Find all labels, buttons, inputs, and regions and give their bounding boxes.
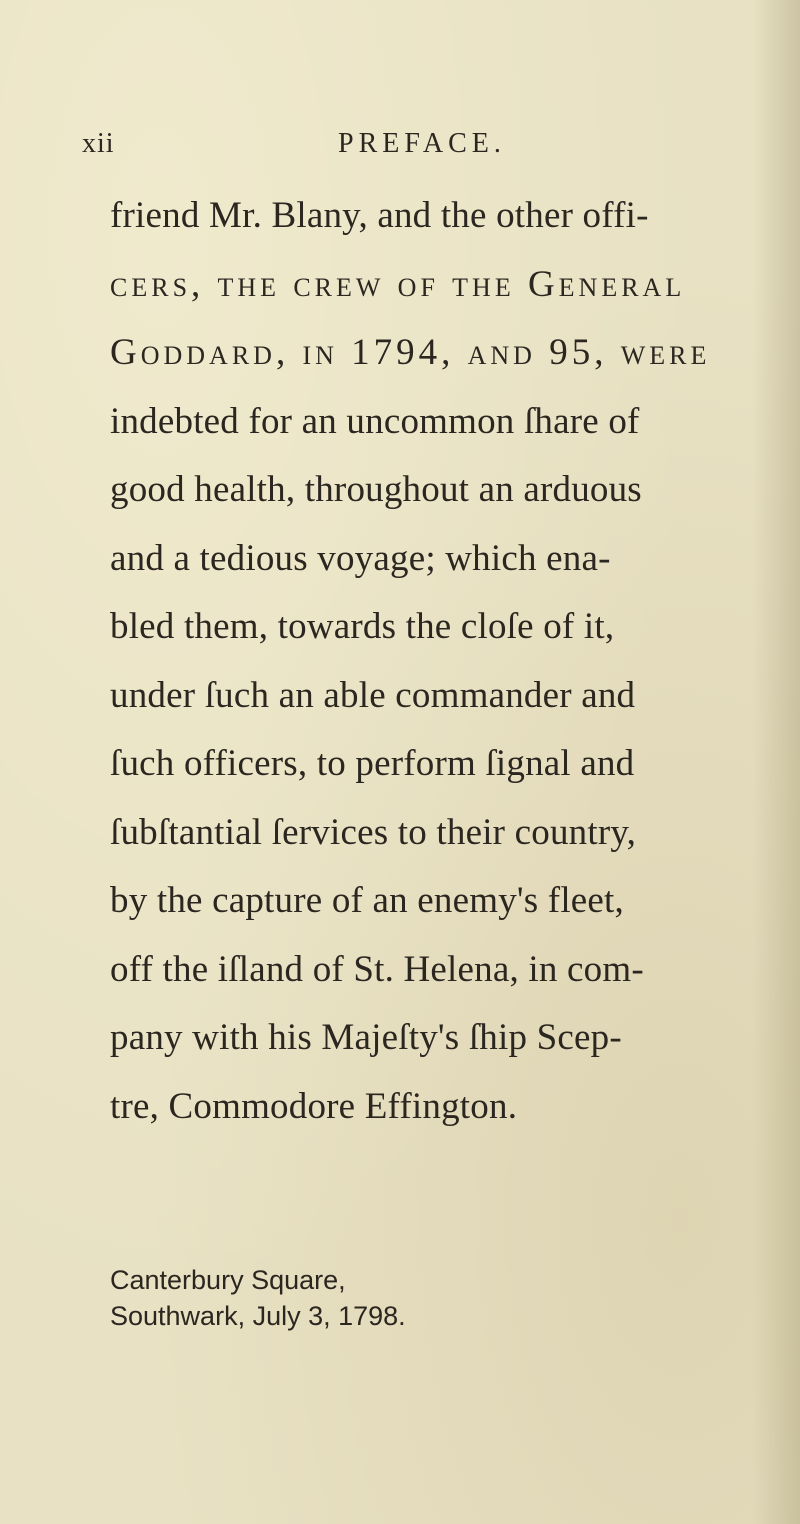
text-line: ſubſtantial ſervices to their country, [110, 811, 637, 853]
page-number: xii [82, 128, 115, 159]
text-line: under ſuch an able commander and [110, 674, 636, 716]
text-line: indebted for an uncommon ſhare of [110, 400, 640, 442]
signature-block [110, 1262, 406, 1334]
page-header [82, 128, 702, 168]
running-head: PREFACE. [338, 128, 506, 159]
text-line: bled them, towards the cloſe of it, [110, 606, 615, 647]
text-line: off the iſland of St. Helena, in com- [110, 948, 644, 990]
text-line: by the capture of an enemy's fleet, [110, 880, 624, 921]
text-line: and a tedious voyage; which ena- [110, 537, 611, 579]
text-line: ſuch officers, to perform ſignal and [110, 743, 635, 784]
text-line: cers, the crew of the General [110, 263, 686, 305]
text-line: good health, throughout an arduous [110, 469, 642, 510]
text-line: Goddard, in 1794, and 95, were [110, 332, 711, 373]
text-line: friend Mr. Blany, and the other offi- [110, 195, 649, 236]
text-line: tre, Commodore Effington. [110, 1085, 518, 1127]
text-line: pany with his Majeſty's ſhip Scep- [110, 1017, 622, 1058]
signature-place: Canterbury Square, [110, 1265, 346, 1295]
signature-date: Southwark, July 3, 1798. [110, 1301, 406, 1331]
body-text [110, 188, 750, 1147]
